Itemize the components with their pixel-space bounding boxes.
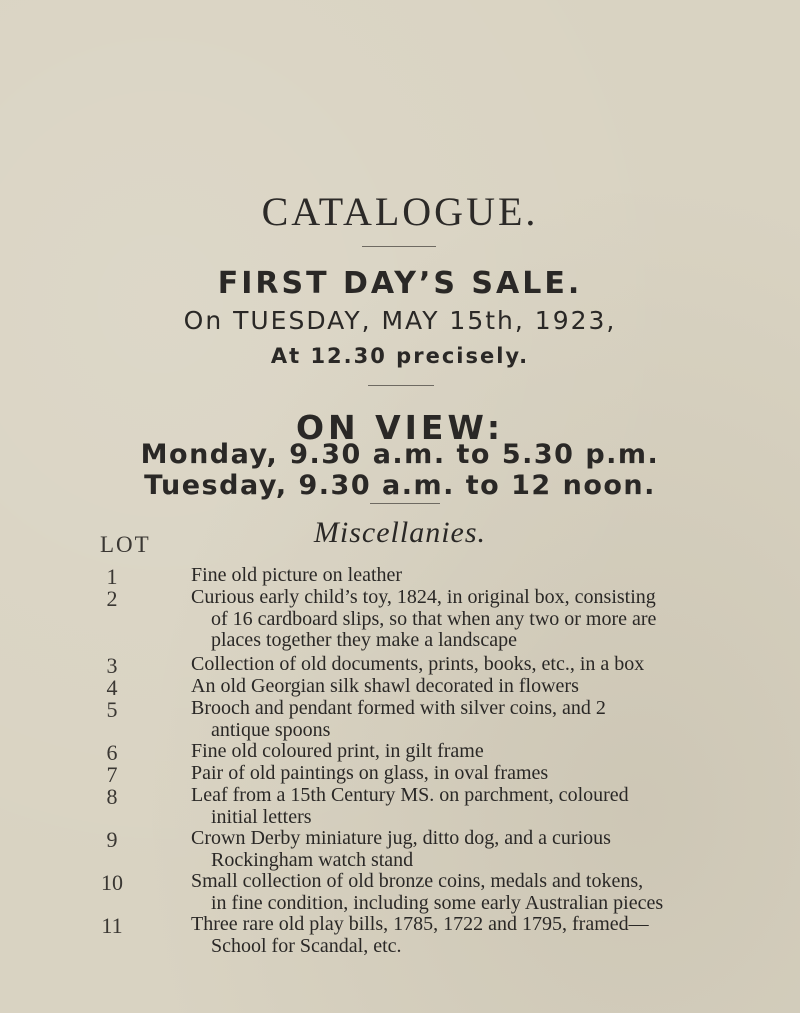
lot-number: 11: [101, 913, 123, 938]
lot-description: [191, 565, 621, 587]
lot-description-line: Small collection of old bronze coins, medals and tokens,: [191, 870, 644, 892]
lot-number: 6: [106, 740, 118, 765]
lot-description: [191, 586, 657, 652]
lot-description-line: Pair of old paintings on glass, in oval frames: [191, 762, 549, 784]
lot-description: [191, 784, 629, 828]
sale-date: On TUESDAY, MAY 15th, 1923,: [183, 306, 617, 335]
lot-description: [191, 653, 645, 676]
on-view-heading: ON VIEW:: [295, 408, 505, 447]
lot-description-line: Fine old picture on leather: [191, 564, 403, 586]
lot-description-line: Three rare old play bills, 1785, 1722 and 1795, framed—: [191, 913, 649, 935]
lot-description: [191, 741, 621, 763]
lot-description-line: Fine old coloured print, in gilt frame: [191, 740, 484, 762]
lot-description-line: School for Scandal, etc.: [211, 934, 402, 957]
lot-description-line: Crown Derby miniature jug, ditto dog, and a curious: [191, 827, 611, 849]
on-view-tuesday: Tuesday, 9.30 a.m. to 12 noon.: [144, 470, 656, 501]
lot-description: [191, 828, 621, 871]
divider-1: [362, 246, 436, 247]
lot-description-line: Curious early child’s toy, 1824, in original box, consisting: [191, 586, 656, 608]
divider-3: [370, 503, 440, 504]
lot-description: [191, 870, 664, 914]
lot-number: 8: [106, 784, 118, 809]
lot-number: 3: [106, 653, 118, 678]
lot-description-line: Brooch and pendant formed with silver coins, and 2: [191, 697, 606, 719]
lot-description-line: An old Georgian silk shawl decorated in flowers: [191, 675, 579, 697]
lot-description-line: antique spoons: [211, 718, 331, 741]
lot-description-line: of 16 cardboard slips, so that when any two or more are: [211, 607, 657, 630]
lot-column-label: LOT: [100, 532, 151, 557]
lot-number: 5: [106, 697, 118, 722]
lot-description-line: Leaf from a 15th Century MS. on parchment, coloured: [191, 784, 629, 806]
catalogue-heading: CATALOGUE.: [261, 189, 539, 234]
lot-number: 9: [106, 827, 118, 852]
lot-description-line: initial letters: [211, 805, 312, 828]
lot-description: [191, 676, 621, 698]
lot-number: 1: [106, 564, 118, 589]
sale-title: FIRST DAY’S SALE.: [217, 266, 583, 301]
section-title: Miscellanies.: [313, 516, 487, 549]
sale-time: At 12.30 precisely.: [270, 344, 530, 368]
lot-number: 7: [106, 762, 118, 787]
on-view-monday: Monday, 9.30 a.m. to 5.30 p.m.: [140, 439, 660, 470]
lot-description: [191, 913, 649, 957]
lot-description-line: places together they make a landscape: [211, 629, 517, 651]
lot-description-line: Rockingham watch stand: [211, 848, 414, 871]
divider-2: [368, 385, 434, 386]
lot-number: 10: [101, 870, 123, 895]
lot-number: 4: [106, 675, 118, 700]
lot-description-line: Collection of old documents, prints, books, etc., in a box: [191, 653, 645, 675]
lot-description: [191, 763, 621, 785]
lot-description-line: in fine condition, including some early Australian pieces: [211, 891, 664, 914]
lot-number: 2: [106, 586, 118, 611]
lot-description: [191, 698, 621, 741]
